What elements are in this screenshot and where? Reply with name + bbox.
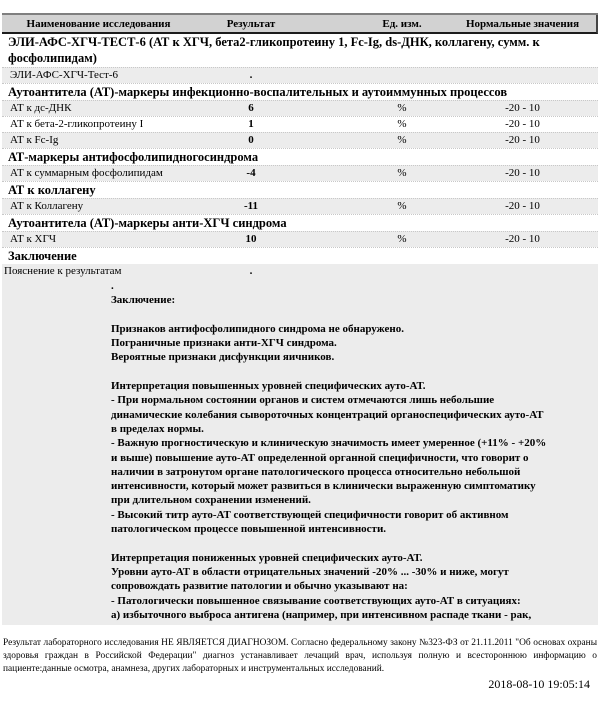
section-header-label: Аутоантитела (АТ)-маркеры инфекционно-воспалительных и аутоиммунных процессов [8,85,508,99]
result-cell: 1 [248,118,254,130]
conclusion-line: динамические колебания сывороточных концентраций органоспецифических ауто-АТ [111,408,544,421]
section-header-label: Аутоантитела (АТ)-маркеры анти-ХГЧ синдрома [8,216,287,230]
section-header-row [2,247,598,264]
conclusion-line: Уровни ауто-АТ в области отрицательных значений -20% ... -30% и ниже, могут [111,565,509,578]
conclusion-line [111,536,590,550]
conclusion-line: Интерпретация пониженных уровней специфических ауто-АТ. [111,551,423,564]
section-header-row [2,83,598,100]
explanation-label: Пояснение к результатам [4,265,122,277]
explanation-row [2,264,598,279]
normal-range-cell: -20 - 10 [505,233,540,245]
table-row [2,116,598,132]
conclusion-line: сопровождать развитие патологии и обычно указывают на: [111,580,408,593]
table-row [2,67,598,83]
column-header-name: Наименование исследования [26,17,171,30]
section-header-row [2,214,598,231]
section-header-label: АТ к коллагену [8,183,96,197]
column-header-unit: Ед. изм. [382,17,422,30]
normal-range-cell: -20 - 10 [505,118,540,130]
results-table-body [2,34,598,264]
normal-range-cell: -20 - 10 [505,102,540,114]
unit-cell: % [397,233,407,245]
conclusion-line: . [111,280,114,292]
test-name-cell: АТ к Fc-Ig [10,134,59,146]
conclusion-line: - Важную прогностическую и клиническую значимость имеет умеренное (+11% - +20% [111,437,547,450]
lab-report-document [2,13,598,692]
report-timestamp: 2018-08-10 19:05:14 [488,677,590,692]
result-cell: -11 [243,200,259,212]
result-cell: -4 [246,167,256,179]
test-name-cell: АТ к бета-2-гликопротеину I [10,118,144,130]
conclusion-line: наличии в затронутом органе патологического процесса относительно небольшой [111,465,521,478]
section-header-row [2,148,598,165]
unit-cell: % [397,118,407,130]
table-row [2,100,598,116]
conclusion-line: - При нормальном состоянии органов и систем отмечаются лишь небольшие [111,394,495,407]
column-header-normal: Нормальные значения [465,17,580,30]
result-cell: . [249,69,253,81]
column-header-result: Результат [226,17,276,30]
result-cell: 6 [248,102,254,114]
conclusion-line: Интерпретация повышенных уровней специфических ауто-АТ. [111,380,426,393]
normal-range-cell [447,68,598,83]
table-row [2,165,598,181]
unit-cell: % [397,102,407,114]
conclusion-line: Пограничные признаки анти-ХГЧ синдрома. [111,337,337,350]
normal-range-cell: -20 - 10 [505,167,540,179]
explanation-result: . [249,265,253,277]
test-panel-title [2,34,598,67]
conclusion-line: интенсивности, который может развиться в клинически выраженную симптоматику [111,480,536,493]
section-header-label: Заключение [8,249,77,263]
test-name-cell: АТ к дс-ДНК [10,102,72,114]
test-name-cell: АТ к ХГЧ [10,233,56,245]
unit-cell: % [397,200,407,212]
test-name-cell: АТ к суммарным фосфолипидам [10,167,163,179]
result-cell: 10 [245,233,257,245]
table-row [2,198,598,214]
unit-cell [307,68,447,83]
test-panel-title-text: ЭЛИ-АФС-ХГЧ-ТЕСТ-6 (АТ к ХГЧ, бета2-гликопротеину 1, Fc-Ig, ds-ДНК, коллагену, сумм. к фосфолипидам) [8,35,540,65]
conclusion-line [111,365,590,379]
unit-cell: % [397,134,407,146]
conclusion-line [111,308,590,322]
table-row [2,132,598,148]
normal-range-cell: -20 - 10 [505,134,540,146]
unit-cell: % [397,167,407,179]
result-cell: 0 [248,134,254,146]
results-table-header [2,15,598,34]
conclusion-line: Признаков антифосфолипидного синдрома не обнаружено. [111,322,404,335]
conclusion-line: и выше) повышение ауто-АТ определенной органной специфичности, что говорит о [111,451,529,464]
disclaimer-text: Результат лабораторного исследования НЕ ЯВЛЯЕТСЯ ДИАГНОЗОМ. Согласно федеральному закону №323-ФЗ от 21.11.2011 "Об основах охраны здоровья граждан в Российской Федерации" диагноз устанавливает лечащий врач, используя полную и всестороннюю информацию о пациенте:данные осмотра, анамнеза, других лабораторных и инструментальных исследований. [3,638,597,675]
conclusion-line: в пределах нормы. [111,422,204,435]
conclusion-line: при длительном сохранении изменений. [111,494,311,507]
conclusion-lines [111,279,590,622]
test-name-cell: АТ к Коллагену [10,200,84,212]
test-name-cell: ЭЛИ-АФС-ХГЧ-Тест-6 [10,69,119,81]
section-header-row [2,181,598,198]
normal-range-cell: -20 - 10 [505,200,540,212]
conclusion-line: Заключение: [111,294,176,307]
section-header-label: АТ-маркеры антифосфолипидногосиндрома [8,150,259,164]
conclusion-line: Вероятные признаки дисфункции яичников. [111,351,335,364]
conclusion-line: а) избыточного выброса антигена (например, при интенсивном распаде ткани - рак, [111,608,532,621]
conclusion-line: - Высокий титр ауто-АТ соответствующей специфичности говорит об активном [111,508,509,521]
conclusion-block [2,264,598,625]
table-row [2,231,598,247]
conclusion-line: патологическом процессе повышенной интенсивности. [111,523,387,536]
conclusion-line: - Патологически повышенное связывание соответствующих ауто-АТ в ситуациях: [111,594,521,607]
